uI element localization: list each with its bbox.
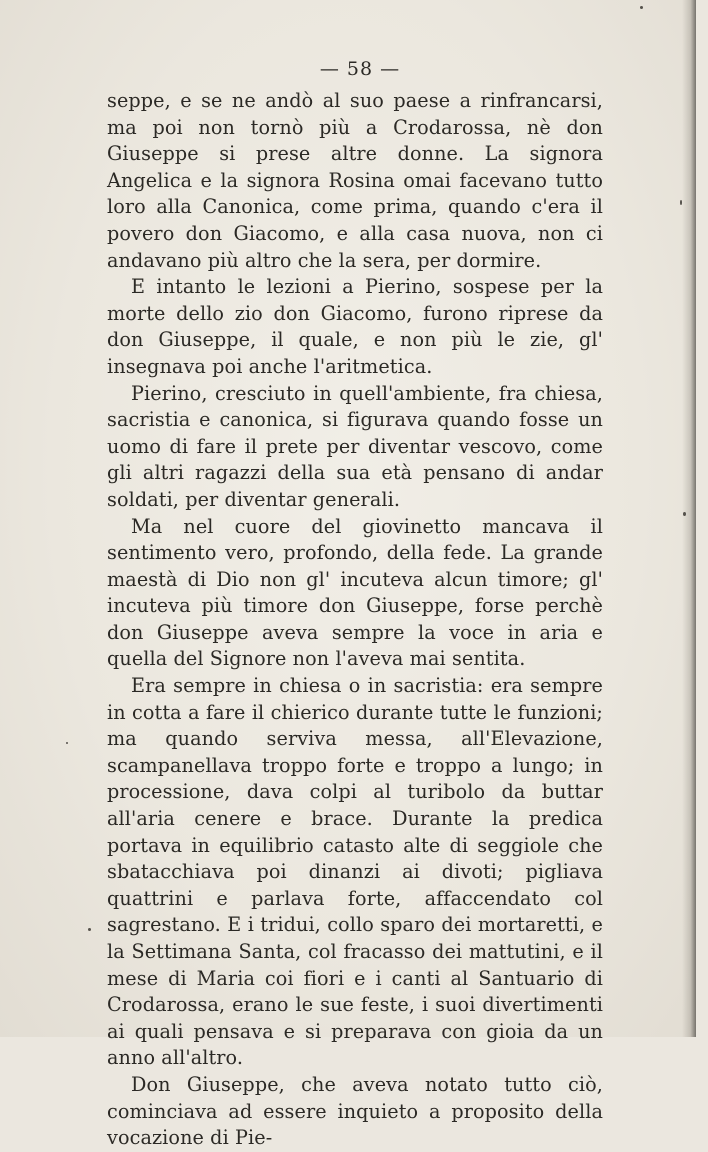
paragraph: Don Giuseppe, che aveva notato tutto ciò, cominciava ad essere inquieto a proposito della vocazione di Pie-	[107, 1072, 603, 1150]
paragraph: seppe, e se ne andò al suo paese a rinfrancarsi, ma poi non tornò più a Crodarossa, nè don Giuseppe si prese altre donne. La signora Angelica e la signora Rosina omai facevano tutto loro alla Canonica, come prima, quando c'era il povero don Giacomo, e alla casa nuova, non ci andavano più altro che la sera, per dormire.	[107, 89, 603, 272]
paragraph: Era sempre in chiesa o in sacristia: era sempre in cotta a fare il chierico durante tutte le funzioni; ma quando serviva messa, all'Elevazione, scampanellava troppo forte e troppo a lungo; in processione, dava colpi al turibolo da buttar all'aria cenere e brace. Durante la predica portava in equilibrio catasto alte di seggiole che sbatacchiava poi dinanzi ai divoti; pigliava quattrini e parlava forte, affaccendato col sagrestano. E i tridui, collo sparo dei mortaretti, e la Settimana Santa, col fracasso dei mattutini, e il mese di Maria coi fiori e i canti al Santuario di Crodarossa, erano le sue feste, i suoi divertimenti ai quali pensava e si preparava con gioia da un anno all'altro.	[107, 674, 603, 1070]
paragraph: Ma nel cuore del giovinetto mancava il sentimento vero, profondo, della fede. La grande maestà di Dio non gl' incuteva alcun timore; gl' incuteva più timore don Giuseppe, forse perchè don Giuseppe aveva sempre la voce in aria e quella del Signore non l'aveva mai sentita.	[107, 514, 603, 671]
paper-speck	[66, 742, 68, 744]
paper-speck	[680, 200, 682, 205]
paper-speck	[640, 6, 643, 9]
paper-speck	[683, 512, 686, 516]
paragraph: Pierino, cresciuto in quell'ambiente, fra chiesa, sacristia e canonica, si figurava quando fosse un uomo di fare il prete per diventar vescovo, come gli altri ragazzi della sua età pensano di andar soldati, per diventar generali.	[107, 381, 603, 511]
page-edge-shadow	[682, 0, 696, 1037]
page-number: — 58 —	[319, 58, 401, 80]
body-text	[107, 88, 603, 1152]
paper-speck	[88, 928, 91, 931]
paragraph: E intanto le lezioni a Pierino, sospese per la morte dello zio don Giacomo, furono riprese da don Giuseppe, il quale, e non più le zie, gl' insegnava poi anche l'aritmetica.	[107, 275, 603, 378]
